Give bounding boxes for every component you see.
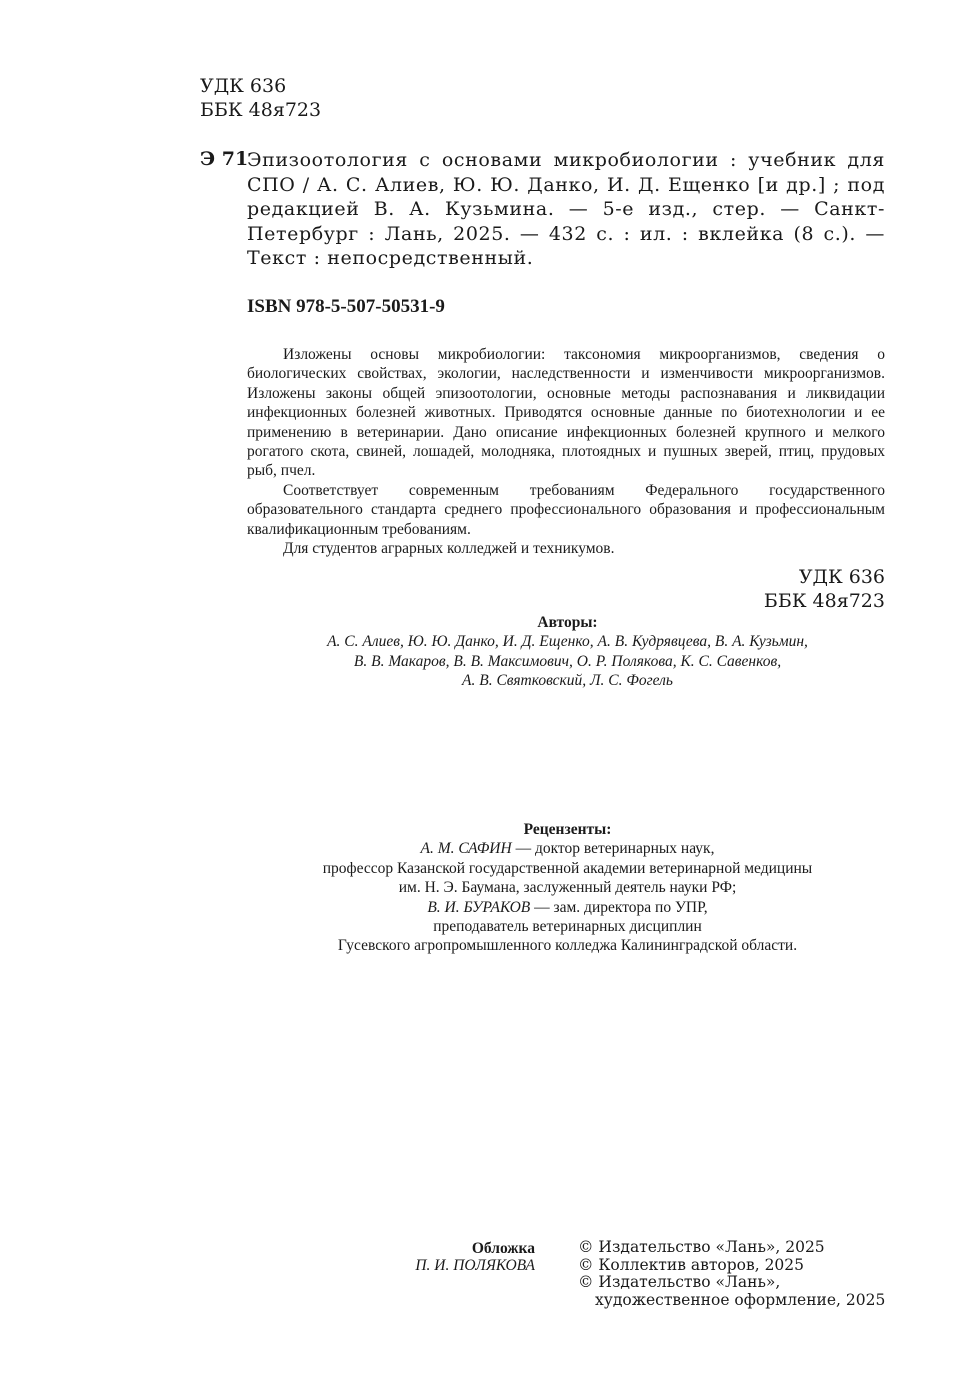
copyright-block bbox=[578, 1239, 885, 1309]
udk-block-right bbox=[764, 565, 885, 613]
copyright-line: © Издательство «Лань», 2025 bbox=[578, 1238, 825, 1256]
cover-label: Обложка bbox=[471, 1240, 535, 1257]
cover-designer: П. И. ПОЛЯКОВА bbox=[415, 1257, 535, 1274]
udk-block-top bbox=[200, 74, 321, 122]
reviewer-line: Гусевского агропромышленного колледжа Калининградской области. bbox=[337, 937, 798, 955]
authors-line: А. В. Святковский, Л. С. Фогель bbox=[462, 672, 673, 690]
annotation-paragraph: Изложены основы микробиологии: таксономия микроорганизмов, сведения о биологических свойствах, экологии, наследственности и изменчивости микроорганизмов. Изложены законы общей эпизоотологии, основные методы распознавания и ликвидации инфекционных болезней животных. Приводятся основные данные по биотехнологии и ее применению в ветеринарии. Дано описание инфекционных болезней крупного и мелкого рогатого скота, свиней, лошадей, молодняка, плотоядных и пушных зверей, птиц, прудовых рыб, пчел. bbox=[247, 346, 885, 480]
isbn: ISBN 978-5-507-50531-9 bbox=[247, 296, 445, 317]
reviewer-line bbox=[200, 898, 935, 917]
annotation-paragraph: Соответствует современным требованиям Федерального государственного образовательного стандарта среднего профессионального образования и профессиональным квалификационным требованиям. bbox=[247, 481, 885, 538]
reviewer-title: — доктор ветеринарных наук, bbox=[511, 840, 715, 858]
annotation-paragraph: Для студентов аграрных колледжей и техникумов. bbox=[283, 540, 615, 558]
bbk-code: ББК 48я723 bbox=[200, 99, 322, 121]
reviewer-title: — зам. директора по УПР, bbox=[530, 898, 708, 916]
copyright-line: художественное оформление, 2025 bbox=[595, 1290, 886, 1309]
copyright-line: © Коллектив авторов, 2025 bbox=[578, 1255, 805, 1274]
udk-code: УДК 636 bbox=[798, 566, 885, 588]
annotation bbox=[247, 345, 885, 558]
reviewer-line: им. Н. Э. Баумана, заслуженный деятель науки РФ; bbox=[398, 879, 737, 897]
author-sign-code: Э 71 bbox=[200, 148, 249, 170]
bbk-code: ББК 48я723 bbox=[763, 590, 885, 612]
reviewer-name: В. И. БУРАКОВ bbox=[427, 898, 531, 916]
copyright-line: © Издательство «Лань», bbox=[578, 1273, 781, 1291]
reviewer-line: преподаватель ветеринарных дисциплин bbox=[433, 918, 702, 936]
authors-block bbox=[200, 613, 935, 691]
udk-code: УДК 636 bbox=[200, 75, 287, 97]
reviewer-line bbox=[200, 839, 935, 858]
bibliographic-record: Эпизоотология с основами микробиологии : учебник для СПО / А. С. Алиев, Ю. Ю. Данко, И. Д. Ещенко [и др.] ; под редакцией В. А. Кузьмина. — 5-е изд., стер. — Санкт-Петербург : Лань, 2025. — 432 с. : ил. : вклейка (8 с.). — Текст : непосредственный. bbox=[247, 149, 885, 269]
reviewers-heading: Рецензенты: bbox=[523, 821, 612, 838]
authors-line: А. С. Алиев, Ю. Ю. Данко, И. Д. Ещенко, А. В. Кудрявцева, В. А. Кузьмин, bbox=[327, 633, 808, 651]
reviewers-block bbox=[200, 820, 935, 956]
cover-credit bbox=[300, 1240, 535, 1274]
authors-heading: Авторы: bbox=[537, 614, 598, 631]
reviewer-name: А. М. САФИН bbox=[420, 840, 512, 858]
reviewer-line: профессор Казанской государственной академии ветеринарной медицины bbox=[322, 859, 813, 877]
authors-line: В. В. Макаров, В. В. Максимович, О. Р. Полякова, К. С. Савенков, bbox=[353, 652, 782, 670]
